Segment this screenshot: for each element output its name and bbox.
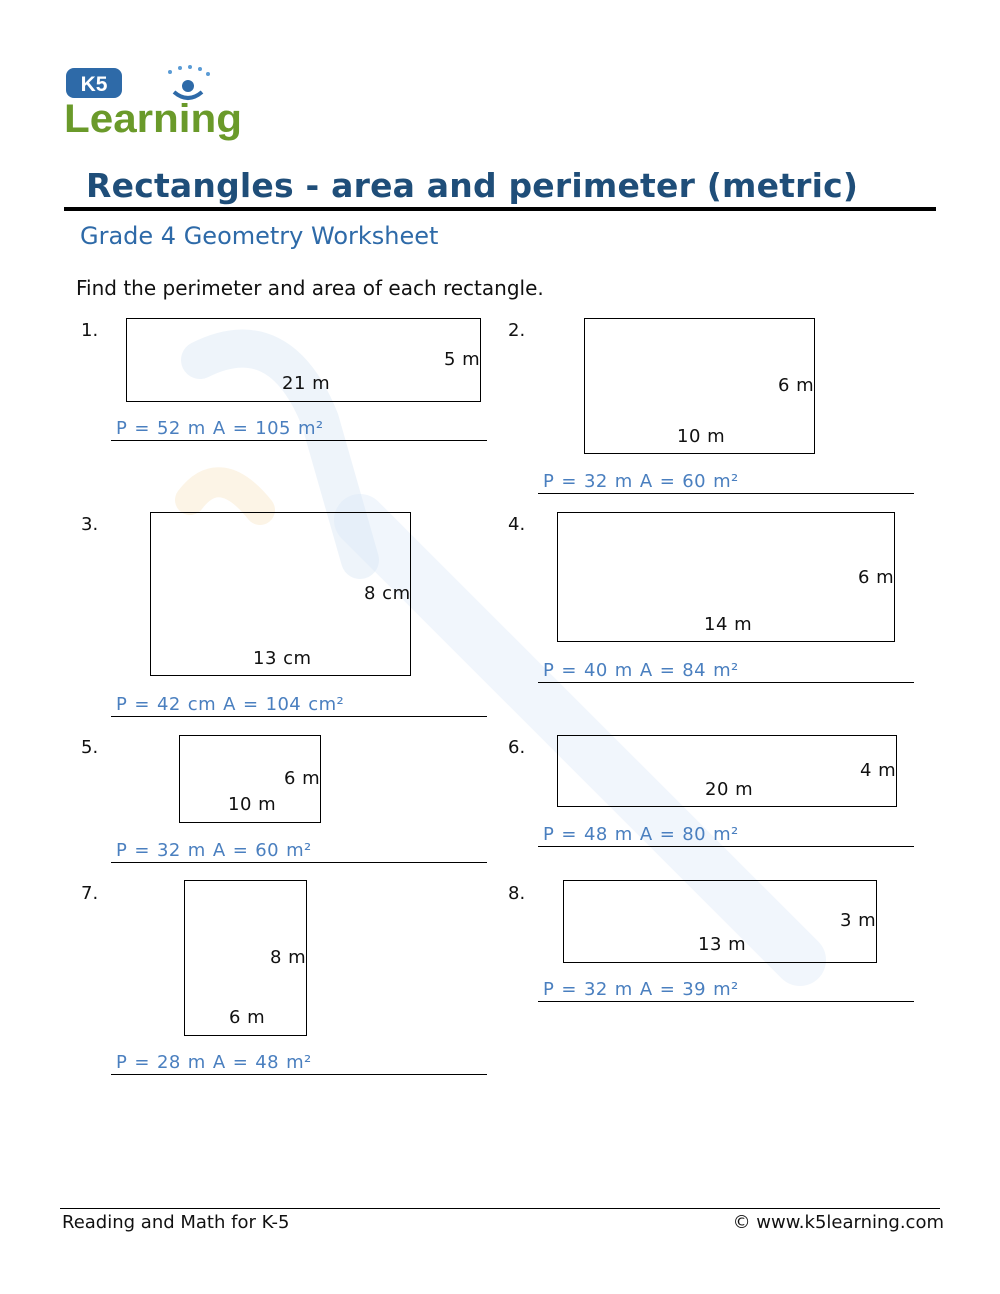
height-label: 4 m xyxy=(860,760,897,781)
page-subtitle: Grade 4 Geometry Worksheet xyxy=(80,222,439,250)
answer-line xyxy=(538,846,914,847)
width-label: 10 m xyxy=(228,794,277,815)
k5-learning-logo xyxy=(62,62,247,142)
problem-number: 1. xyxy=(81,320,99,341)
answer-text: P = 32 m A = 60 m² xyxy=(116,840,312,861)
instructions: Find the perimeter and area of each rectangle. xyxy=(76,276,544,300)
height-label: 6 m xyxy=(778,375,815,396)
problem-number: 2. xyxy=(508,320,526,341)
answer-line xyxy=(538,1001,914,1002)
height-label: 3 m xyxy=(840,910,877,931)
page-title: Rectangles - area and perimeter (metric) xyxy=(86,166,859,205)
problem-number: 7. xyxy=(81,883,99,904)
problem-number: 8. xyxy=(508,883,526,904)
title-divider xyxy=(64,207,936,211)
answer-line xyxy=(538,493,914,494)
width-label: 14 m xyxy=(704,614,753,635)
answer-line xyxy=(111,1074,487,1075)
footer-divider xyxy=(60,1208,940,1209)
width-label: 20 m xyxy=(705,779,754,800)
answer-line xyxy=(538,682,914,683)
logo-badge-text: K5 xyxy=(80,73,108,96)
problem-number: 5. xyxy=(81,737,99,758)
problem-number: 6. xyxy=(508,737,526,758)
answer-text: P = 48 m A = 80 m² xyxy=(543,824,739,845)
answer-text: P = 32 m A = 39 m² xyxy=(543,979,739,1000)
height-label: 8 m xyxy=(270,947,307,968)
logo-person-icon xyxy=(174,80,202,98)
footer-website-link[interactable]: © www.k5learning.com xyxy=(732,1212,944,1233)
width-label: 13 m xyxy=(698,934,747,955)
answer-text: P = 42 cm A = 104 cm² xyxy=(116,694,345,715)
height-label: 5 m xyxy=(444,349,481,370)
logo-wordmark: Learning xyxy=(64,97,243,141)
problem-number: 3. xyxy=(81,514,99,535)
footer-tagline: Reading and Math for K-5 xyxy=(62,1212,290,1233)
height-label: 8 cm xyxy=(364,583,411,604)
answer-line xyxy=(111,862,487,863)
width-label: 6 m xyxy=(229,1007,266,1028)
width-label: 21 m xyxy=(282,373,331,394)
height-label: 6 m xyxy=(284,768,321,789)
problem-number: 4. xyxy=(508,514,526,535)
height-label: 6 m xyxy=(858,567,895,588)
answer-line xyxy=(111,716,487,717)
width-label: 10 m xyxy=(677,426,726,447)
answer-text: P = 28 m A = 48 m² xyxy=(116,1052,312,1073)
logo-stars-icon xyxy=(168,65,210,76)
width-label: 13 cm xyxy=(253,648,312,669)
answer-text: P = 40 m A = 84 m² xyxy=(543,660,739,681)
answer-text: P = 52 m A = 105 m² xyxy=(116,418,324,439)
answer-line xyxy=(111,440,487,441)
answer-text: P = 32 m A = 60 m² xyxy=(543,471,739,492)
